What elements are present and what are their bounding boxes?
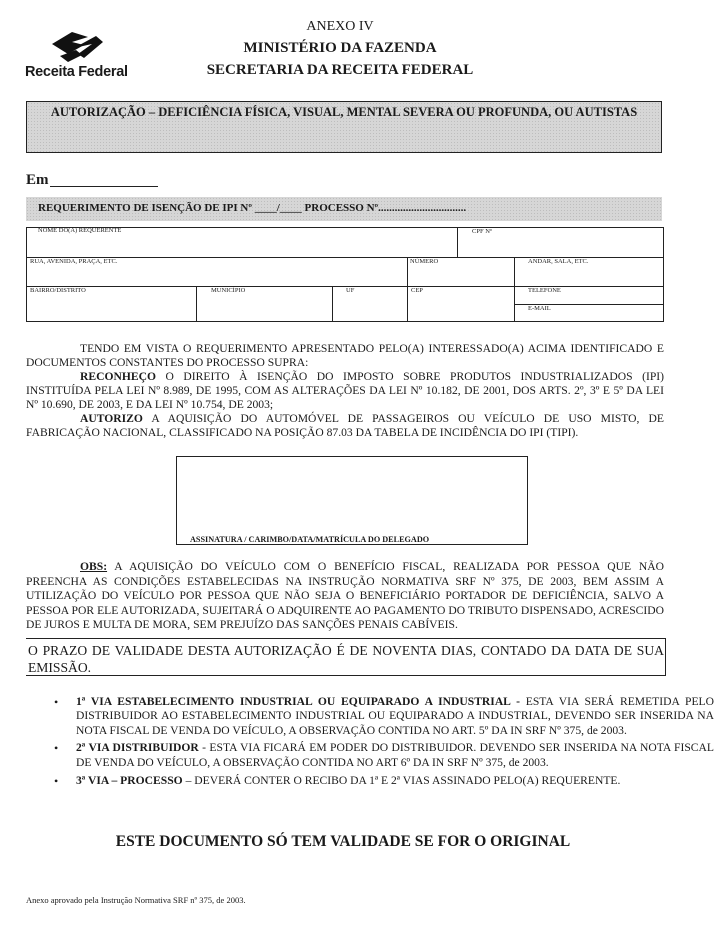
cep-label: CEP	[411, 287, 423, 294]
request-line: REQUERIMENTO DE ISENÇÃO DE IPI Nº ____/____ PROCESSO Nº................................	[38, 202, 467, 214]
via-2-text: - ESTA VIA FICARÁ EM PODER DO DISTRIBUIDOR. DEVENDO SER INSERIDA NA NOTA FISCAL DE VENDA DO VEÍCULO, A OBSERVAÇÃO CONTIDA NO ART 6º DA IN SRF Nº 375, de 2003.	[76, 741, 714, 769]
via-3-label: 3ª VIA – PROCESSO	[76, 774, 183, 788]
autorizo-label: AUTORIZO	[80, 412, 143, 425]
uf-label: UF	[346, 287, 355, 294]
signature-box[interactable]	[176, 456, 528, 545]
bullet-icon: •	[54, 741, 59, 756]
secretariat-title: SECRETARIA DA RECEITA FEDERAL	[206, 62, 474, 78]
bullet-icon: •	[54, 695, 59, 709]
cpf-label: CPF Nº	[472, 228, 492, 235]
obs-label: OBS:	[80, 560, 108, 573]
via-1-label: 1ª VIA ESTABELECIMENTO INDUSTRIAL OU EQUIPARADO A INDUSTRIAL -	[76, 695, 520, 708]
cep-field[interactable]	[407, 286, 515, 322]
em-label: Em	[26, 172, 49, 188]
document-title: AUTORIZAÇÃO – DEFICIÊNCIA FÍSICA, VISUAL, MENTAL SEVERA OU PROFUNDA, OU AUTISTAS	[50, 105, 638, 119]
nome-label: NOME DO(A) REQUERENTE	[38, 227, 122, 234]
prazo-text: O PRAZO DE VALIDADE DESTA AUTORIZAÇÃO É DE NOVENTA DIAS, CONTADO DA DATA DE SUA EMISSÃO.	[28, 643, 664, 675]
numero-label: NÚMERO	[410, 258, 439, 265]
validity-notice: ESTE DOCUMENTO SÓ TEM VALIDADE SE FOR O ORIGINAL	[115, 833, 571, 850]
ministry-title: MINISTÉRIO DA FAZENDA	[243, 40, 437, 56]
em-date-line[interactable]	[50, 186, 158, 187]
via-3-text: – DEVERÁ CONTER O RECIBO DA 1ª E 2ª VIAS ASSINADO PELO(A) REQUERENTE.	[182, 774, 621, 788]
email-label: E-MAIL	[528, 305, 551, 312]
logo-text: Receita Federal	[25, 64, 128, 80]
observation-paragraph	[26, 560, 664, 633]
uf-field[interactable]	[332, 286, 408, 322]
paragraph-tendo-em-vista: TENDO EM VISTA O REQUERIMENTO APRESENTADO PELO(A) INTERESSADO(A) ACIMA IDENTIFICADO E DOCUMENTOS CONSTANTES DO PROCESSO SUPRA:	[26, 342, 664, 369]
reconheco-text: O DIREITO À ISENÇÃO DO IMPOSTO SOBRE PRODUTOS INDUSTRIALIZADOS (IPI) INSTITUÍDA PELA LEI Nº 8.989, DE 1995, COM AS ALTERAÇÕES DA LEI Nº 10.182, DE 2001, DOS ARTS. 2º, 3º E 5º DA LEI Nº 10.690, DE 2003, E DA LEI Nº 10.754, DE 2003;	[26, 370, 664, 411]
obs-text: A AQUISIÇÃO DO VEÍCULO COM O BENEFÍCIO FISCAL, REALIZADA POR PESSOA QUE NÃO PREENCHA AS CONDIÇÕES ESTABELECIDAS NA INSTRUÇÃO NORMATIVA SRF Nº 375, DE 2003, BEM ASSIM A UTILIZAÇÃO DO VEÍCULO POR PESSOA QUE NÃO SEJA O BENEFICIÁRIO PORTADOR DE DEFICIÊNCIA, SALVO A PESSOA POR ELE AUTORIZADA, SUJEITARÁ O ADQUIRENTE AO PAGAMENTO DO TRIBUTO DISPENSADO, ACRESCIDO DE JUROS E MULTA DE MORA, SEM PREJUÍZO DAS SANÇÕES PENAIS CABÍVEIS.	[26, 560, 664, 632]
paragraph-autorizo	[26, 412, 664, 440]
via-1-text: ESTA VIA SERÁ REMETIDA PELO DISTRIBUIDOR AO ESTABELECIMENTO INDUSTRIAL OU EQUIPARADO A INDUSTRIAL, DEVENDO SER INSERIDA NA NOTA FISCAL DE VENDA DO VEÍCULO, A OBSERVAÇÃO CONTIDA NO ART. 5º DA IN SRF Nº 375, de 2003.	[76, 695, 714, 737]
via-2-label: 2ª VIA DISTRIBUIDOR	[76, 741, 199, 755]
list-item	[52, 741, 714, 770]
list-item	[52, 695, 714, 738]
signature-label: ASSINATURA / CARIMBO/DATA/MATRÍCULA DO DELEGADO	[190, 535, 430, 544]
list-item	[52, 774, 714, 788]
vias-list	[26, 695, 714, 789]
annex-label: ANEXO IV	[306, 19, 374, 34]
bairro-label: BAIRRO/DISTRITO	[30, 287, 86, 294]
reconheco-label: RECONHEÇO	[80, 370, 157, 383]
bullet-icon: •	[54, 774, 59, 789]
autorizo-text: A AQUISIÇÃO DO AUTOMÓVEL DE PASSAGEIROS OU VEÍCULO DE USO MISTO, DE FABRICAÇÃO NACIONAL, CLASSIFICADO NA POSIÇÃO 87.03 DA TABELA DE INCIDÊNCIA DO IPI (TIPI).	[26, 412, 664, 439]
andar-label: ANDAR, SALA, ETC.	[528, 258, 589, 265]
footer-note: Anexo aprovado pela Instrução Normativa SRF nº 375, de 2003.	[26, 895, 246, 905]
municipio-label: MUNICÍPIO	[211, 287, 246, 294]
paragraph-reconheco	[26, 370, 664, 412]
telefone-label: TELEFONE	[528, 287, 561, 294]
rua-label: RUA, AVENIDA, PRAÇA, ETC.	[30, 258, 118, 265]
